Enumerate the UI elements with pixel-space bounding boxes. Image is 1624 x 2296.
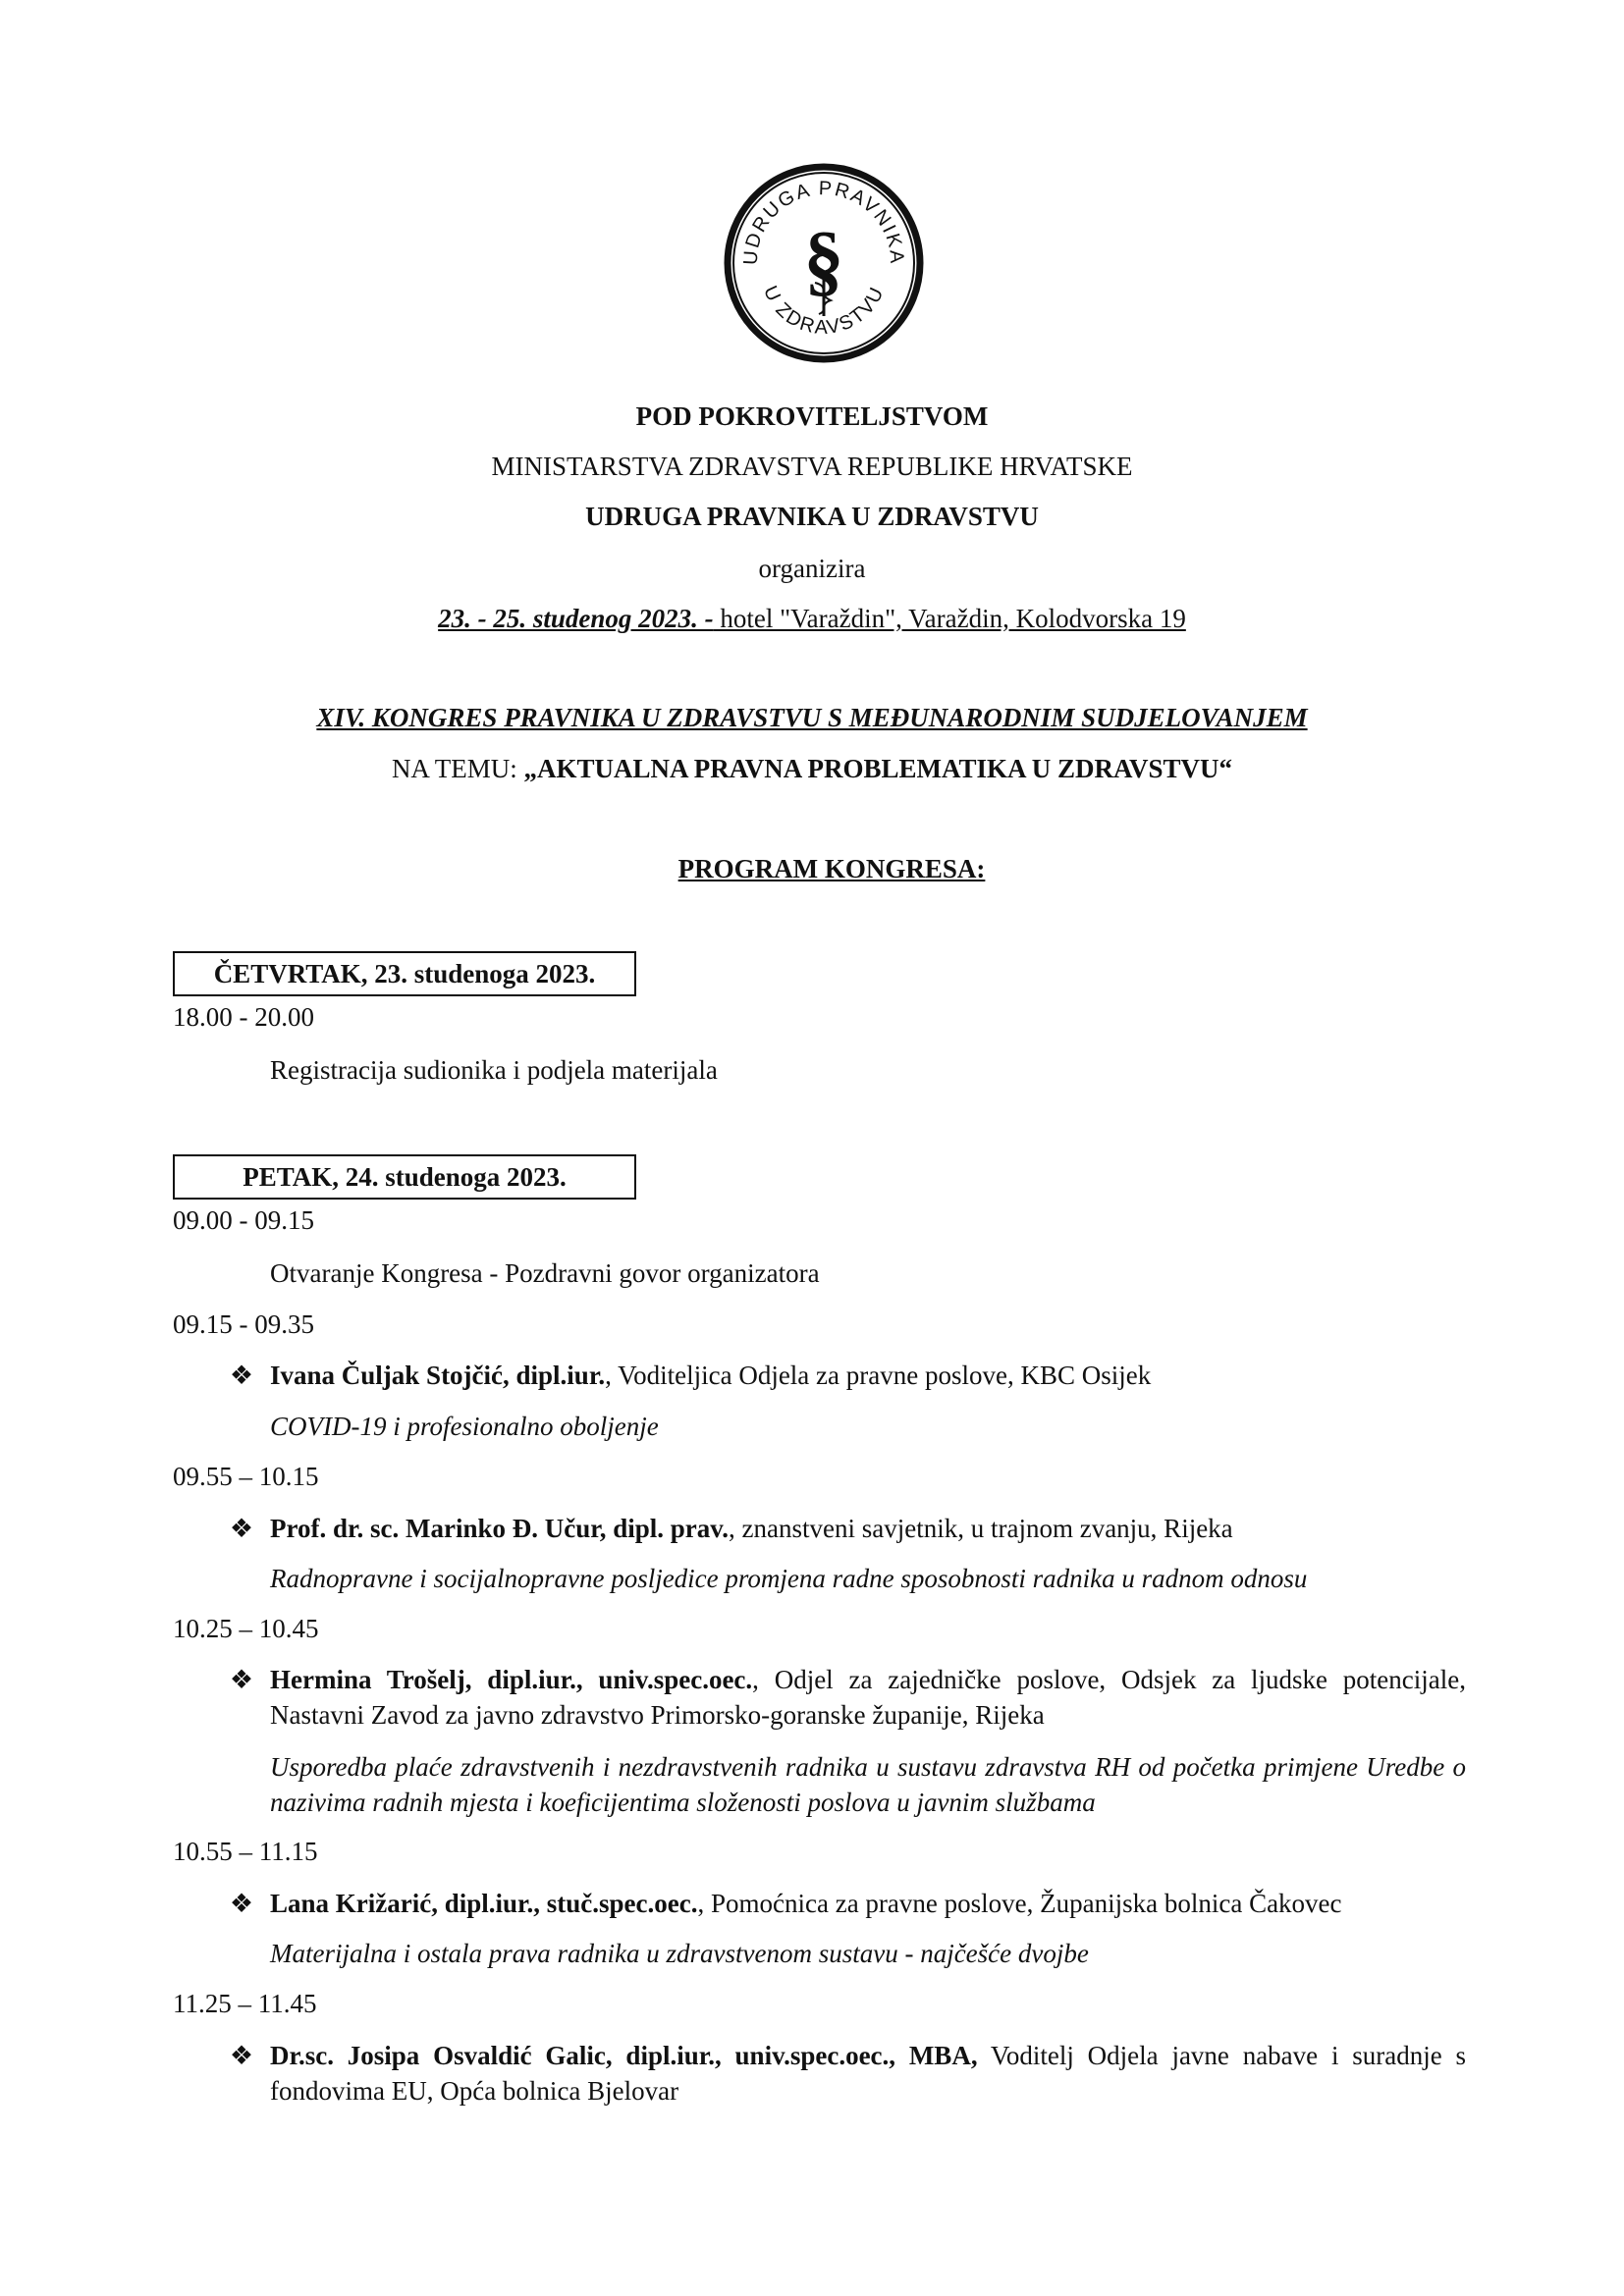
speaker-entry — [227, 1662, 1466, 1733]
association-name: UDRUGA PRAVNIKA U ZDRAVSTVU — [585, 502, 1039, 531]
bullet-icon: ❖ — [229, 2041, 254, 2070]
speaker-role: , Odjel za zajedničke poslove, Odsjek za ljudske potencijale, Nastavni Zavod za javno zdravstvo Primorsko-goranske županije, Rijeka — [270, 1665, 1466, 1730]
congress-title: XIV. KONGRES PRAVNIKA U ZDRAVSTVU S MEĐUNARODNIM SUDJELOVANJEM — [316, 703, 1308, 732]
speaker-name: Dr.sc. Josipa Osvaldić Galic, dipl.iur., univ.spec.oec., MBA, — [270, 2041, 978, 2070]
speaker-entry — [227, 1511, 1466, 1546]
day-header-friday: PETAK, 24. studenoga 2023. — [173, 1154, 636, 1200]
lecture-topic: COVID-19 i profesionalno oboljenje — [270, 1412, 659, 1441]
speaker-role: Voditelj Odjela javne nabave i suradnje s fondovima EU, Opća bolnica Bjelovar — [270, 2041, 1467, 2106]
seal-icon — [721, 157, 927, 368]
speaker-role: , Voditeljica Odjela za pravne poslove, KBC Osijek — [605, 1361, 1152, 1390]
speaker-name: Prof. dr. sc. Marinko Đ. Učur, dipl. prav. — [270, 1514, 730, 1543]
speaker-name: Hermina Trošelj, dipl.iur., univ.spec.oec. — [270, 1665, 753, 1694]
date-venue-line — [0, 602, 1624, 635]
program-heading: PROGRAM KONGRESA: — [677, 854, 986, 883]
ministry-line: MINISTARSTVA ZDRAVSTVA REPUBLIKE HRVATSKE — [491, 452, 1133, 481]
bullet-icon: ❖ — [229, 1889, 254, 1918]
time-slot: 18.00 - 20.00 — [173, 1002, 314, 1032]
speaker-name: Ivana Čuljak Stojčić, dipl.iur. — [270, 1361, 606, 1390]
lecture-topic: Materijalna i ostala prava radnika u zdravstvenom sustavu - najčešće dvojbe — [270, 1939, 1089, 1968]
congress-dates: 23. - 25. studenog 2023. - — [438, 604, 714, 633]
speaker-role: , znanstveni savjetnik, u trajnom zvanju, Rijeka — [729, 1514, 1233, 1543]
session-description: Registracija sudionika i podjela materijala — [270, 1055, 718, 1085]
session-description: Otvaranje Kongresa - Pozdravni govor organizatora — [270, 1258, 820, 1288]
day-header-thursday: ČETVRTAK, 23. studenoga 2023. — [173, 951, 636, 996]
speaker-entry — [227, 2038, 1466, 2109]
time-slot: 11.25 – 11.45 — [173, 1989, 317, 2018]
lecture-topic: Radnopravne i socijalnopravne posljedice promjena radne sposobnosti radnika u radnom odnosu — [270, 1564, 1308, 1593]
bullet-icon: ❖ — [229, 1361, 254, 1390]
congress-venue: hotel "Varaždin", Varaždin, Kolodvorska 19 — [713, 604, 1186, 633]
congress-theme: NA TEMU: „AKTUALNA PRAVNA PROBLEMATIKA U ZDRAVSTVU“ — [391, 754, 1233, 783]
speaker-role: , Pomoćnica za pravne poslove, Županijska bolnica Čakovec — [697, 1889, 1342, 1918]
time-slot: 09.55 – 10.15 — [173, 1462, 319, 1491]
speaker-entry — [227, 1886, 1466, 1921]
time-slot: 09.00 - 09.15 — [173, 1205, 314, 1235]
time-slot: 10.55 – 11.15 — [173, 1837, 318, 1866]
time-slot: 09.15 - 09.35 — [173, 1309, 314, 1339]
time-slot: 10.25 – 10.45 — [173, 1614, 319, 1643]
svg-text:UDRUGA PRAVNIKA: UDRUGA PRAVNIKA — [739, 178, 908, 266]
bullet-icon: ❖ — [229, 1514, 254, 1543]
speaker-name: Lana Križarić, dipl.iur., stuč.spec.oec. — [270, 1889, 698, 1918]
patronage-heading: POD POKROVITELJSTVOM — [635, 401, 989, 431]
speaker-entry — [227, 1358, 1466, 1393]
association-seal-logo — [721, 157, 927, 368]
svg-text:§: § — [803, 215, 844, 304]
svg-text:U ZDRAVSTVU: U ZDRAVSTVU — [758, 283, 890, 339]
bullet-icon: ❖ — [229, 1665, 254, 1694]
organizes-line: organizira — [758, 554, 866, 583]
lecture-topic: Usporedba plaće zdravstvenih i nezdravstvenih radnika u sustavu zdravstva RH od početka primjene Uredbe o nazivima radnih mjesta i koeficijentima složenosti poslova u javnim službama — [270, 1752, 1466, 1817]
